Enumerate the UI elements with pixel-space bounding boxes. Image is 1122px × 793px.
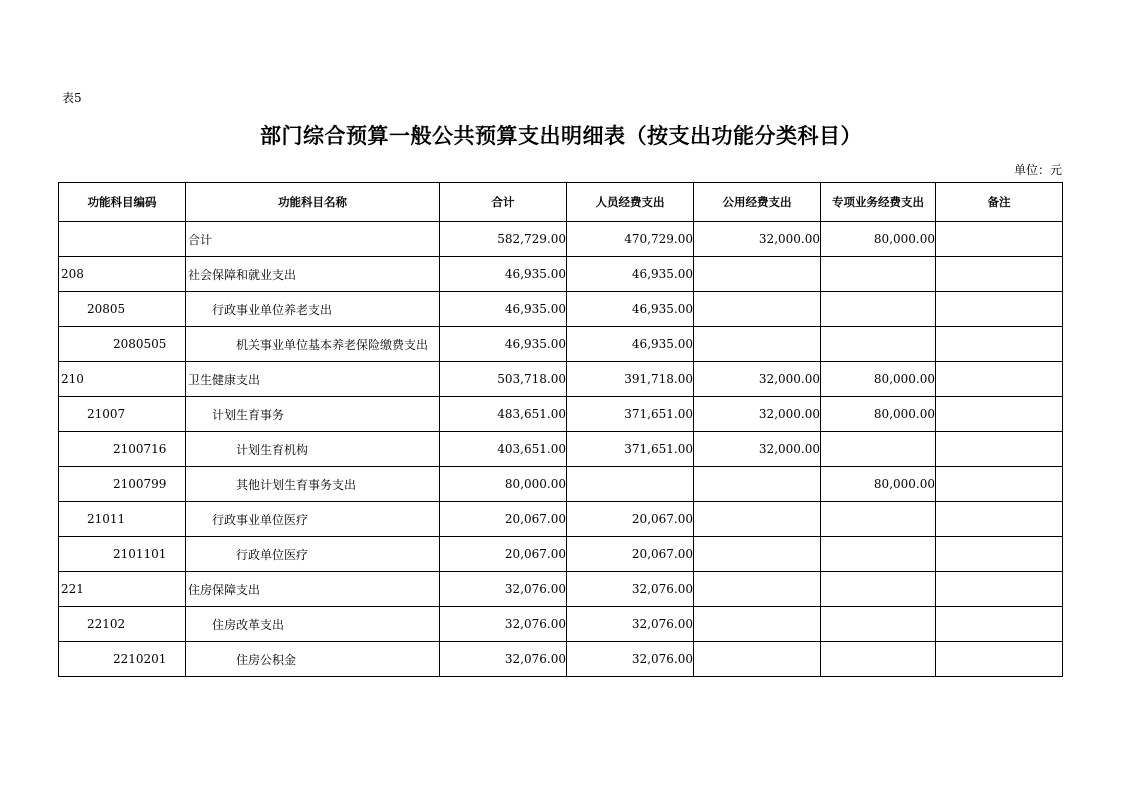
cell-total: 32,076.00	[440, 642, 567, 677]
cell-name: 住房保障支出	[186, 572, 440, 607]
cell-public	[694, 537, 821, 572]
cell-name: 行政事业单位养老支出	[186, 292, 440, 327]
cell-personnel: 46,935.00	[567, 327, 694, 362]
cell-total: 46,935.00	[440, 257, 567, 292]
cell-special	[821, 292, 936, 327]
cell-note	[936, 362, 1063, 397]
table-header-row	[59, 183, 1063, 222]
table-row	[59, 607, 1063, 642]
cell-total: 32,076.00	[440, 572, 567, 607]
cell-total: 80,000.00	[440, 467, 567, 502]
cell-personnel: 371,651.00	[567, 397, 694, 432]
cell-code: 208	[59, 257, 186, 292]
cell-note	[936, 502, 1063, 537]
unit-label: 单位：元	[1013, 163, 1062, 177]
cell-total: 483,651.00	[440, 397, 567, 432]
cell-personnel	[567, 467, 694, 502]
cell-total: 46,935.00	[440, 327, 567, 362]
cell-note	[936, 327, 1063, 362]
cell-special	[821, 432, 936, 467]
cell-note	[936, 537, 1063, 572]
cell-public: 32,000.00	[694, 397, 821, 432]
cell-code: 2101101	[59, 537, 186, 572]
cell-name: 行政单位医疗	[186, 537, 440, 572]
cell-code: 2080505	[59, 327, 186, 362]
cell-special	[821, 572, 936, 607]
cell-code	[59, 222, 186, 257]
cell-name: 卫生健康支出	[186, 362, 440, 397]
table-row	[59, 642, 1063, 677]
cell-special	[821, 257, 936, 292]
cell-personnel: 32,076.00	[567, 607, 694, 642]
expenditure-table	[58, 182, 1063, 677]
cell-code: 2100716	[59, 432, 186, 467]
cell-name: 其他计划生育事务支出	[186, 467, 440, 502]
cell-public	[694, 502, 821, 537]
cell-personnel: 46,935.00	[567, 292, 694, 327]
column-header-public: 公用经费支出	[694, 183, 821, 222]
cell-name: 机关事业单位基本养老保险缴费支出	[186, 327, 440, 362]
column-header-total: 合计	[440, 183, 567, 222]
cell-total: 20,067.00	[440, 502, 567, 537]
column-header-name: 功能科目名称	[186, 183, 440, 222]
cell-name: 住房公积金	[186, 642, 440, 677]
column-header-special: 专项业务经费支出	[821, 183, 936, 222]
cell-note	[936, 642, 1063, 677]
cell-personnel: 470,729.00	[567, 222, 694, 257]
table-body	[59, 222, 1063, 677]
cell-public	[694, 467, 821, 502]
cell-personnel: 371,651.00	[567, 432, 694, 467]
table-row	[59, 327, 1063, 362]
cell-note	[936, 397, 1063, 432]
cell-total: 46,935.00	[440, 292, 567, 327]
cell-special: 80,000.00	[821, 362, 936, 397]
table-row	[59, 467, 1063, 502]
cell-special	[821, 327, 936, 362]
page-title: 部门综合预算一般公共预算支出明细表（按支出功能分类科目）	[260, 123, 862, 148]
cell-personnel: 32,076.00	[567, 642, 694, 677]
table-row	[59, 502, 1063, 537]
cell-special	[821, 607, 936, 642]
table-row	[59, 222, 1063, 257]
cell-personnel: 20,067.00	[567, 537, 694, 572]
cell-special: 80,000.00	[821, 222, 936, 257]
table-row	[59, 432, 1063, 467]
cell-special: 80,000.00	[821, 397, 936, 432]
column-header-code: 功能科目编码	[59, 183, 186, 222]
table-row	[59, 362, 1063, 397]
cell-name: 行政事业单位医疗	[186, 502, 440, 537]
cell-name: 合计	[186, 222, 440, 257]
cell-public	[694, 257, 821, 292]
cell-special	[821, 502, 936, 537]
cell-note	[936, 572, 1063, 607]
table-number: 表5	[62, 91, 82, 105]
cell-personnel: 20,067.00	[567, 502, 694, 537]
cell-code: 21007	[59, 397, 186, 432]
table-row	[59, 537, 1063, 572]
cell-note	[936, 222, 1063, 257]
cell-note	[936, 467, 1063, 502]
cell-code: 221	[59, 572, 186, 607]
column-header-note: 备注	[936, 183, 1063, 222]
cell-name: 住房改革支出	[186, 607, 440, 642]
cell-personnel: 391,718.00	[567, 362, 694, 397]
cell-name: 计划生育事务	[186, 397, 440, 432]
cell-public	[694, 642, 821, 677]
cell-total: 32,076.00	[440, 607, 567, 642]
cell-note	[936, 257, 1063, 292]
cell-public: 32,000.00	[694, 222, 821, 257]
cell-note	[936, 432, 1063, 467]
cell-public	[694, 607, 821, 642]
cell-personnel: 32,076.00	[567, 572, 694, 607]
cell-total: 403,651.00	[440, 432, 567, 467]
table-row	[59, 397, 1063, 432]
cell-name: 社会保障和就业支出	[186, 257, 440, 292]
cell-note	[936, 607, 1063, 642]
cell-personnel: 46,935.00	[567, 257, 694, 292]
cell-total: 20,067.00	[440, 537, 567, 572]
cell-special	[821, 537, 936, 572]
table-row	[59, 257, 1063, 292]
table-row	[59, 292, 1063, 327]
cell-public: 32,000.00	[694, 432, 821, 467]
cell-code: 21011	[59, 502, 186, 537]
cell-code: 20805	[59, 292, 186, 327]
cell-code: 2100799	[59, 467, 186, 502]
cell-public	[694, 292, 821, 327]
cell-public	[694, 572, 821, 607]
cell-code: 22102	[59, 607, 186, 642]
column-header-personnel: 人员经费支出	[567, 183, 694, 222]
cell-special: 80,000.00	[821, 467, 936, 502]
cell-code: 2210201	[59, 642, 186, 677]
cell-public	[694, 327, 821, 362]
cell-total: 582,729.00	[440, 222, 567, 257]
table-row	[59, 572, 1063, 607]
cell-name: 计划生育机构	[186, 432, 440, 467]
cell-code: 210	[59, 362, 186, 397]
cell-public: 32,000.00	[694, 362, 821, 397]
cell-special	[821, 642, 936, 677]
cell-note	[936, 292, 1063, 327]
cell-total: 503,718.00	[440, 362, 567, 397]
